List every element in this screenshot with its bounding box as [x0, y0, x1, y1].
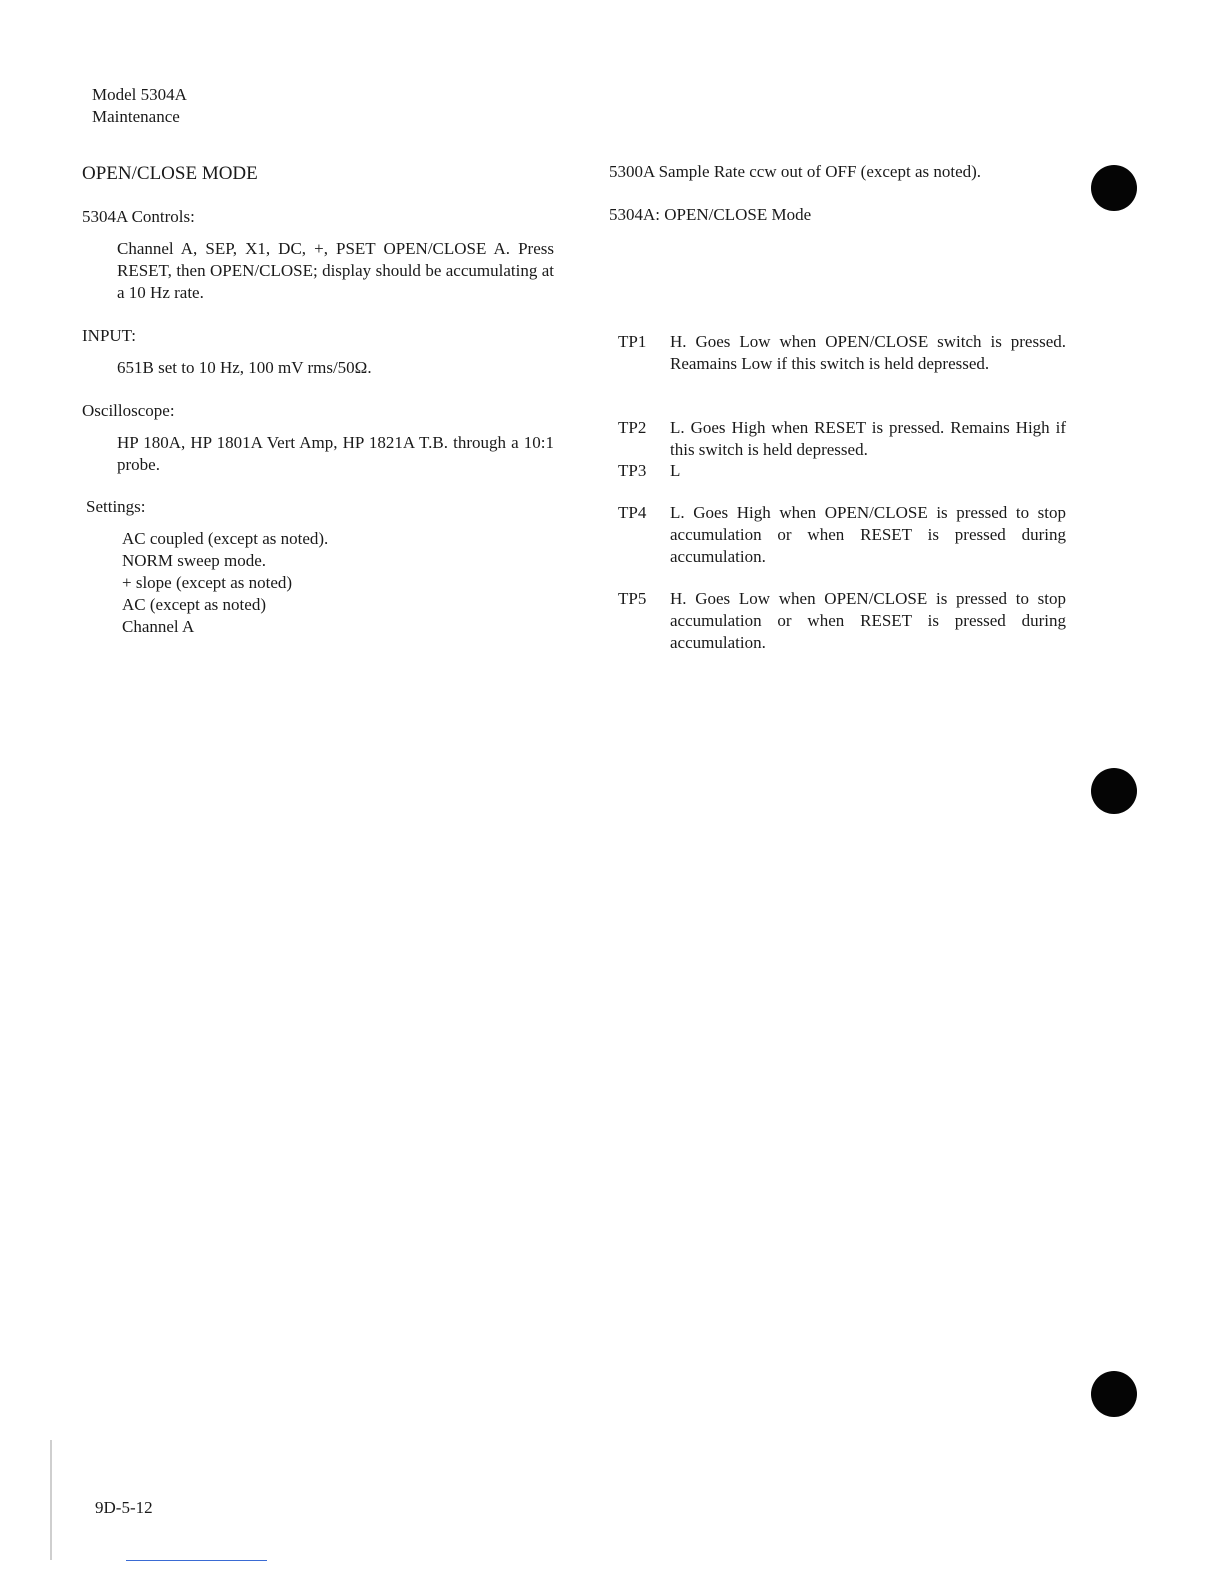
test-point-label: TP1: [618, 332, 647, 351]
binder-hole-bottom: [1091, 1371, 1137, 1417]
test-point-label: TP5: [618, 589, 647, 608]
settings-item: + slope (except as noted): [122, 573, 293, 592]
settings-list: [82, 528, 554, 638]
right-column: [609, 161, 1077, 226]
input-text: 651B set to 10 Hz, 100 mV rms/50Ω.: [117, 358, 372, 377]
settings-label: Settings:: [86, 497, 146, 516]
settings-item: AC (except as noted): [122, 595, 266, 614]
settings-item: AC coupled (except as noted).: [122, 529, 329, 548]
model-label: Model 5304A: [92, 85, 187, 104]
page-number: 9D-5-12: [95, 1498, 153, 1517]
test-point-text: L. Goes High when RESET is pressed. Remains High if this switch is held depressed.: [670, 418, 1066, 459]
scan-margin-line: [50, 1440, 52, 1560]
oscilloscope-label: Oscilloscope:: [82, 401, 175, 420]
test-point-label: TP3: [618, 461, 647, 480]
test-point-label: TP2: [618, 418, 647, 437]
controls-label: 5304A Controls:: [82, 207, 195, 226]
test-point-text: H. Goes Low when OPEN/CLOSE is pressed to stop accumulation or when RESET is pressed during accumulation.: [670, 589, 1066, 652]
test-point-label: TP4: [618, 503, 647, 522]
bottom-rule: [126, 1560, 267, 1561]
section-title: OPEN/CLOSE MODE: [82, 163, 258, 184]
oscilloscope-text: HP 180A, HP 1801A Vert Amp, HP 1821A T.B. through a 10:1 probe.: [117, 433, 554, 474]
left-column: [82, 162, 554, 638]
settings-item: Channel A: [122, 617, 195, 636]
page-header: [92, 84, 392, 128]
binder-hole-top: [1091, 165, 1137, 211]
sample-rate-text: 5300A Sample Rate ccw out of OFF (except as noted).: [609, 162, 982, 181]
binder-hole-middle: [1091, 768, 1137, 814]
test-point-text: L: [670, 461, 681, 480]
settings-item: NORM sweep mode.: [122, 551, 267, 570]
test-point-text: H. Goes Low when OPEN/CLOSE switch is pressed. Reamains Low if this switch is held depressed.: [670, 332, 1066, 373]
test-point-text: L. Goes High when OPEN/CLOSE is pressed to stop accumulation or when RESET is pressed during accumulation.: [670, 503, 1066, 566]
section-label: Maintenance: [92, 107, 180, 126]
controls-text: Channel A, SEP, X1, DC, +, PSET OPEN/CLOSE A. Press RESET, then OPEN/CLOSE; display should be accumulating at a 10 Hz rate.: [117, 239, 554, 302]
mode-text: 5304A: OPEN/CLOSE Mode: [609, 205, 812, 224]
input-label: INPUT:: [82, 326, 136, 345]
